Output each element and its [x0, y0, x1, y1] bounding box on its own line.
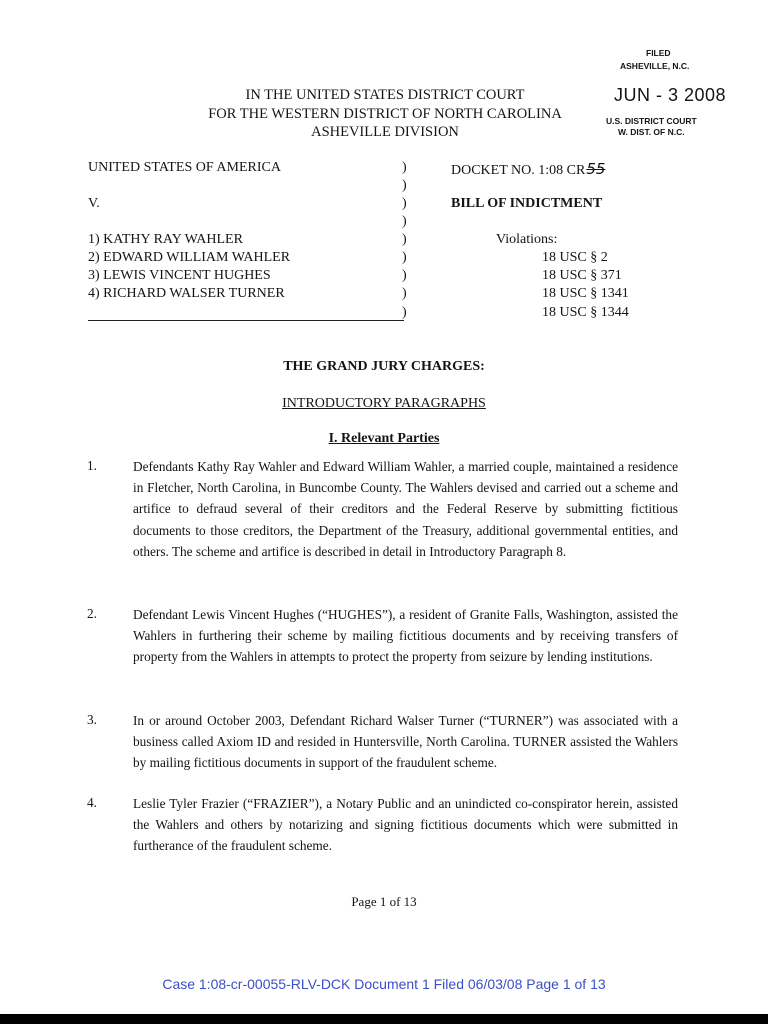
case-footer: Case 1:08-cr-00055-RLV-DCK Document 1 Filed 06/03/08 Page 1 of 13 — [162, 976, 606, 992]
paragraph-number: 1. — [87, 458, 97, 473]
paragraph-text: In or around October 2003, Defendant Richard Walser Turner (“TURNER”) was associated with a business called Axiom ID and resided in Huntersville, North Carolina. TURNER assisted the Wahlers by mailing fictitious documents in support of the fraudulent scheme. — [133, 713, 678, 771]
caption-defendant: 3) LEWIS VINCENT HUGHES — [88, 268, 271, 283]
court-header-line: IN THE UNITED STATES DISTRICT COURT — [245, 87, 525, 103]
caption-paren: ) — [402, 214, 407, 229]
court-header-line: FOR THE WESTERN DISTRICT OF NORTH CAROLINA — [208, 106, 562, 122]
caption-defendant: 4) RICHARD WALSER TURNER — [88, 286, 285, 301]
caption-paren: ) — [402, 250, 407, 265]
paragraph-number: 2. — [87, 606, 97, 621]
section-heading: I. Relevant Parties — [328, 431, 440, 446]
caption-paren: ) — [402, 178, 407, 193]
stamp-date: JUN - 3 2008 — [614, 85, 727, 105]
paragraph-number: 4. — [87, 795, 97, 810]
caption-plaintiff: UNITED STATES OF AMERICA — [88, 160, 281, 175]
stamp-filed: FILED — [646, 48, 671, 58]
violation-item: 18 USC § 371 — [542, 268, 622, 283]
caption-paren: ) — [402, 268, 407, 283]
violations-label: Violations: — [496, 232, 558, 247]
paragraph-text: Defendant Lewis Vincent Hughes (“HUGHES”), a resident of Granite Falls, Washington, assisted the Wahlers in furthering their scheme by mailing fictitious documents and by receiving transfers of property from the Wahlers in attempts to protect the property from seizure by lending institutions. — [133, 607, 678, 665]
caption-paren: ) — [402, 196, 407, 211]
caption-defendant: 1) KATHY RAY WAHLER — [88, 232, 243, 247]
document-type: BILL OF INDICTMENT — [451, 196, 603, 211]
docket-number — [451, 160, 605, 179]
grand-jury-heading: THE GRAND JURY CHARGES: — [283, 359, 485, 374]
violation-item: 18 USC § 1341 — [542, 286, 629, 301]
docket-label: DOCKET NO. 1:08 CR — [451, 163, 586, 178]
stamp-district: W. DIST. OF N.C. — [618, 127, 685, 137]
caption-paren: ) — [402, 305, 407, 320]
intro-heading: INTRODUCTORY PARAGRAPHS — [282, 396, 486, 411]
page-number: Page 1 of 13 — [351, 894, 417, 909]
paragraph-number: 3. — [87, 712, 97, 727]
violation-item: 18 USC § 2 — [542, 250, 608, 265]
stamp-court: U.S. DISTRICT COURT — [606, 116, 697, 126]
caption-paren: ) — [402, 160, 407, 175]
violation-item: 18 USC § 1344 — [542, 305, 629, 320]
caption-paren: ) — [402, 232, 407, 247]
caption-paren: ) — [402, 286, 407, 301]
docket-handwritten: 55 — [586, 160, 606, 178]
paragraph-text: Defendants Kathy Ray Wahler and Edward William Wahler, a married couple, maintained a residence in Fletcher, North Carolina, in Buncombe County. The Wahlers devised and carried out a scheme and artifice to defraud several of their creditors and the Federal Reserve by submitting fictitious documents to those creditors, the Department of the Treasury, additional governmental entities, and others. The scheme and artifice is described in detail in Introductory Paragraph 8. — [133, 459, 678, 559]
paragraph-text: Leslie Tyler Frazier (“FRAZIER”), a Notary Public and an unindicted co-conspirator herein, assisted the Wahlers and others by notarizing and signing fictitious documents which were submitted in furtherance of the fraudulent scheme. — [133, 796, 678, 854]
stamp-location: ASHEVILLE, N.C. — [620, 61, 690, 71]
court-header-line: ASHEVILLE DIVISION — [311, 124, 459, 140]
caption-rule — [88, 320, 404, 321]
caption-versus: V. — [88, 196, 100, 211]
caption-defendant: 2) EDWARD WILLIAM WAHLER — [88, 250, 291, 265]
